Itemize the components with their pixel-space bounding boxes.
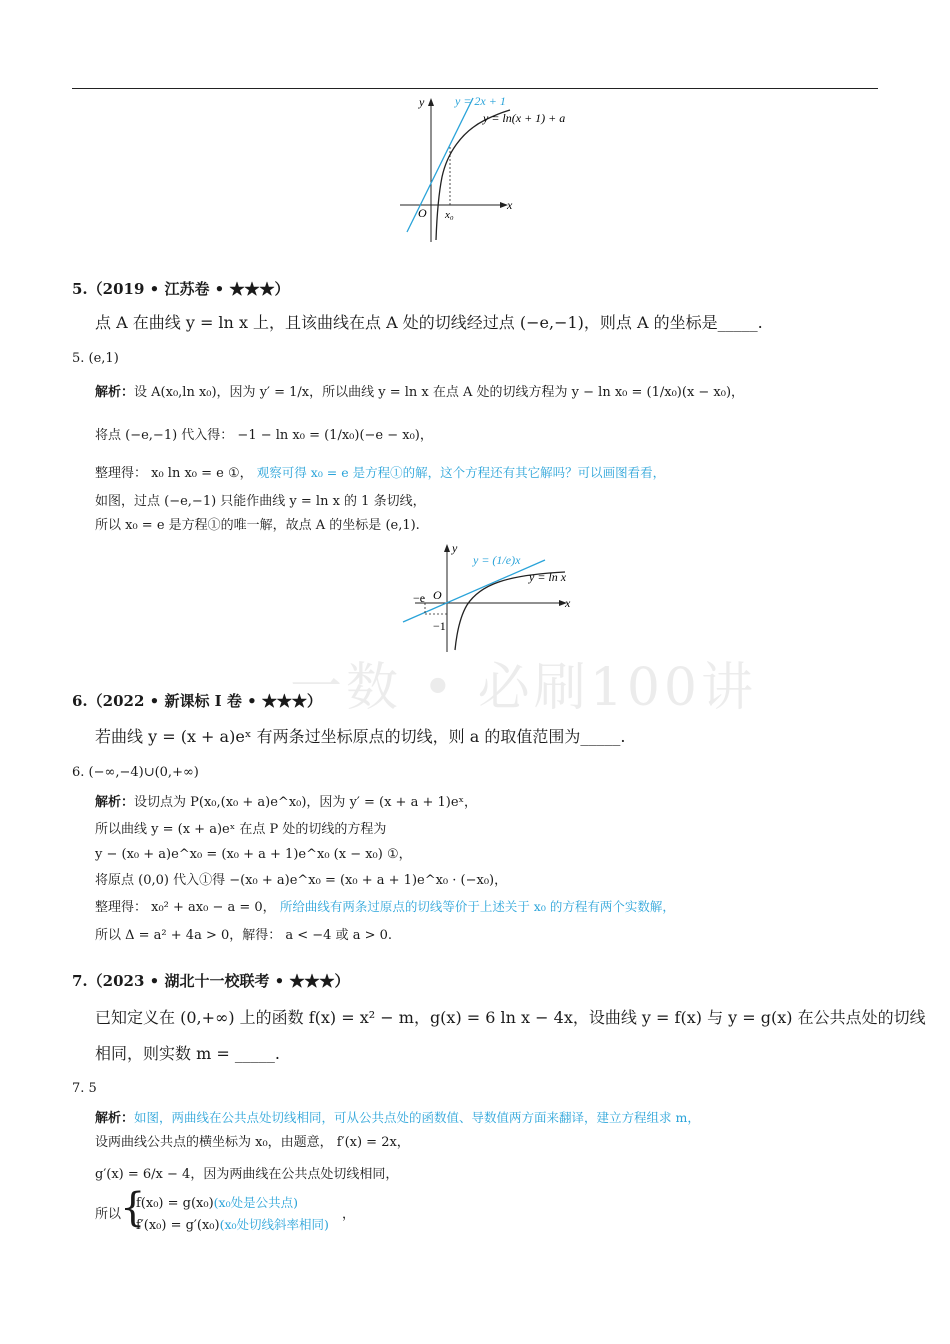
- origin-label: O: [433, 588, 442, 602]
- q6-header: 6.（2022 • 新课标 Ⅰ 卷 • ★★★）: [72, 692, 322, 710]
- tangent-label: y = 2x + 1: [455, 94, 506, 108]
- top-rule: [72, 88, 878, 89]
- q6-line5-eq: 整理得： x₀² + ax₀ − a = 0，: [95, 900, 276, 915]
- q5-line3-note: 观察可得 x₀ = e 是方程①的解，这个方程还有其它解吗？可以画图看看，: [256, 465, 666, 480]
- watermark: 一数 • 必刷100讲: [290, 658, 757, 718]
- q5-text: 点 A 在曲线 y = ln x 上，且该曲线在点 A 处的切线经过点 (−e,−1)，则点 A 的坐标是_____.: [95, 313, 763, 332]
- curve-label: y = ln x: [529, 570, 567, 584]
- q5-line3: [95, 462, 665, 481]
- q6-line1-text: 设切点为 P(x₀,(x₀ + a)e^x₀)，因为 y′ = (x + a + 1)eˣ，: [134, 795, 478, 810]
- q7-line3: g′(x) = 6/x − 4，因为两曲线在公共点处切线相同，: [95, 1167, 399, 1182]
- q7-system-suffix: ，: [342, 1207, 356, 1222]
- q5-line2: 将点 (−e,−1) 代入得： −1 − ln x₀ = (1/x₀)(−e − x₀)，: [95, 428, 433, 443]
- q6-text: 若曲线 y = (x + a)eˣ 有两条过坐标原点的切线，则 a 的取值范围为_____.: [95, 727, 626, 746]
- q7-system-row1: [136, 1193, 298, 1211]
- q6-line1: [95, 791, 477, 810]
- q5-line1-text: 设 A(x₀,ln x₀)，因为 y′ = 1/x，所以曲线 y = ln x 在点 A 处的切线方程为 y − ln x₀ = (1/x₀)(x − x₀)，: [134, 385, 745, 400]
- q5-header: 5.（2019 • 江苏卷 • ★★★）: [72, 280, 290, 298]
- origin-label: O: [418, 206, 427, 220]
- q6-line2: 所以曲线 y = (x + a)eˣ 在点 P 处的切线的方程为: [95, 822, 387, 837]
- q7-header: 7.（2023 • 湖北十一校联考 • ★★★）: [72, 972, 350, 990]
- q7-sys2: f′(x₀) = g′(x₀): [136, 1218, 220, 1233]
- q7-analysis-label: 解析：: [95, 1111, 135, 1126]
- y-axis-arrow: [444, 544, 450, 552]
- x-axis-label: x: [565, 596, 571, 610]
- q7-text-line1: 已知定义在 (0,+∞) 上的函数 f(x) = x² − m，g(x) = 6 ln x − 4x，设曲线 y = f(x) 与 y = g(x) 在公共点处的切线: [95, 1008, 926, 1027]
- q7-answer: 7. 5: [72, 1081, 97, 1096]
- y-axis-label: y: [419, 95, 425, 109]
- q7-text-line2: 相同，则实数 m = _____.: [95, 1044, 280, 1063]
- q7-line4-prefix: 所以: [95, 1207, 122, 1222]
- y-axis-label: y: [452, 541, 458, 555]
- q5-line3-eq: 整理得： x₀ ln x₀ = e ①，: [95, 466, 253, 481]
- neg-one-label: −1: [433, 619, 446, 633]
- q7-line2: 设两曲线公共点的横坐标为 x₀，由题意， f′(x) = 2x，: [95, 1135, 410, 1150]
- q6-line3: y − (x₀ + a)e^x₀ = (x₀ + a + 1)e^x₀ (x − x₀) ①，: [95, 847, 412, 862]
- q6-answer: 6. (−∞,−4)∪(0,+∞): [72, 765, 199, 780]
- q6-line6: 所以 Δ = a² + 4a > 0，解得： a < −4 或 a > 0.: [95, 928, 393, 943]
- q6-line5: [95, 896, 675, 915]
- neg-e-label: −e: [413, 591, 426, 605]
- q7-line1: [95, 1107, 700, 1126]
- q5-answer: 5. (e,1): [72, 351, 119, 366]
- q7-sys1-note: (x₀处是公共点): [213, 1195, 298, 1210]
- graph-tangent-2x-plus-1: [395, 92, 595, 244]
- q5-line5: 所以 x₀ = e 是方程①的唯一解，故点 A 的坐标是 (e,1).: [95, 518, 420, 533]
- q7-sys2-note: (x₀处切线斜率相同): [219, 1217, 329, 1232]
- q5-line1: [95, 381, 744, 400]
- q6-analysis-label: 解析：: [95, 795, 135, 810]
- q5-line4: 如图，过点 (−e,−1) 只能作曲线 y = ln x 的 1 条切线，: [95, 494, 426, 509]
- q7-sys1: f(x₀) = g(x₀): [136, 1196, 214, 1211]
- q6-line5-note: 所给曲线有两条过原点的切线等价于上述关于 x₀ 的方程有两个实数解，: [279, 899, 675, 914]
- x0-label: x₀: [445, 209, 454, 221]
- system-brace: {: [120, 1185, 146, 1231]
- q5-analysis-label: 解析：: [95, 385, 135, 400]
- graph-tangent-lnx: [395, 540, 595, 655]
- tangent-label: y = (1/e)x: [473, 553, 521, 567]
- q7-line1-note: 如图，两曲线在公共点处切线相同，可从公共点处的函数值、导数值两方面来翻译，建立方程组求 m，: [134, 1110, 700, 1125]
- q7-system-row2: [136, 1215, 329, 1233]
- x-axis-label: x: [507, 198, 513, 212]
- curve-label: y = ln(x + 1) + a: [483, 111, 566, 125]
- q6-line4: 将原点 (0,0) 代入①得 −(x₀ + a)e^x₀ = (x₀ + a + 1)e^x₀ · (−x₀)，: [95, 873, 508, 888]
- y-axis-arrow: [428, 98, 434, 106]
- tangent-line: [407, 98, 473, 232]
